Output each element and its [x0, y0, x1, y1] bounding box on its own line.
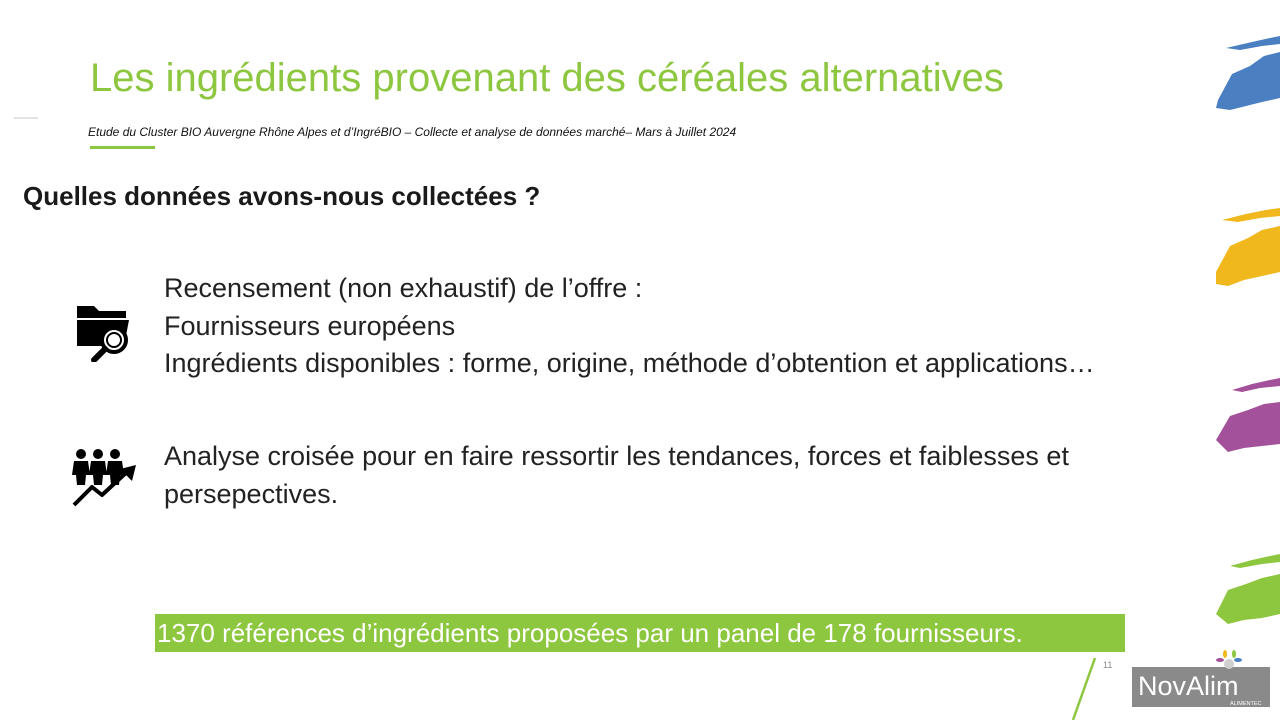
team-growth-icon — [70, 447, 142, 509]
blue-brush-stroke — [1216, 36, 1280, 110]
folder-search-icon — [74, 300, 134, 362]
ingredients-line: Ingrédients disponibles : forme, origine, méthode d’obtention et applications… — [164, 348, 1095, 378]
summary-highlight — [155, 614, 1125, 652]
svg-text:NovAlim: NovAlim — [1138, 671, 1239, 701]
offer-census-line: Recensement (non exhaustif) de l’offre : — [164, 273, 643, 303]
logo-flower-icon — [1214, 650, 1244, 672]
slide-title: Les ingrédients provenant des céréales alternatives — [90, 56, 1004, 100]
green-brush-stroke — [1216, 554, 1280, 624]
page-number: 11 — [1103, 660, 1113, 670]
yellow-brush-stroke — [1216, 208, 1280, 286]
data-collection-block — [164, 270, 1095, 383]
cross-analysis-text: Analyse croisée pour en faire ressortir les tendances, forces et faiblesses et persepectives. — [164, 441, 1069, 509]
green-diagonal-line — [1073, 658, 1095, 720]
suppliers-line: Fournisseurs européens — [164, 310, 456, 341]
summary-text: 1370 références d’ingrédients proposées par un panel de 178 fournisseurs. — [157, 618, 1023, 648]
section-heading: Quelles données avons-nous collectées ? — [23, 181, 541, 211]
purple-brush-stroke — [1216, 378, 1280, 452]
slide-subtitle: Etude du Cluster BIO Auvergne Rhône Alpes et d’IngréBIO – Collecte et analyse de données marché– Mars à Juillet 2024 — [88, 125, 737, 139]
novalim-logo — [1132, 667, 1270, 707]
svg-text:ALIMENTEC: ALIMENTEC — [1230, 701, 1262, 707]
title-underline — [90, 146, 155, 149]
